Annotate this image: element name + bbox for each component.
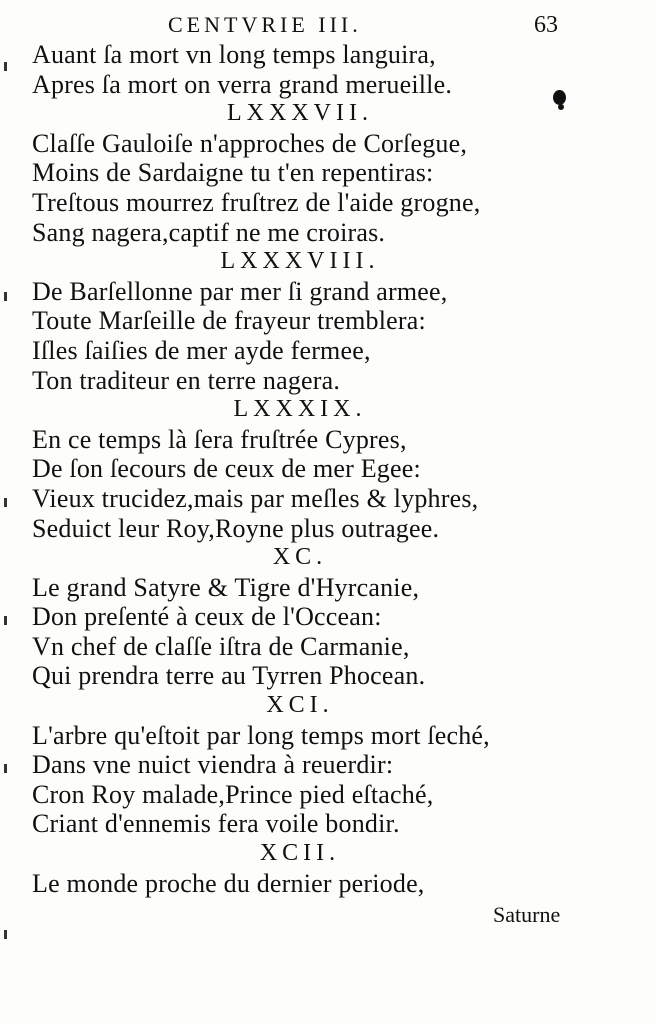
verse-line-row [0, 218, 657, 248]
quatrain-number: XCII. [259, 840, 341, 867]
verse-line-row [0, 721, 657, 751]
verse-line: En ce temps là ſera fruſtrée Cypres, [32, 424, 407, 454]
margin-mark [4, 62, 7, 71]
quatrain-number-row [0, 543, 657, 573]
verse-line: De Barſellonne par mer ſi grand armee, [32, 276, 448, 306]
ink-blot [558, 104, 564, 110]
quatrain-number-row [0, 395, 657, 425]
quatrain-number-row [0, 839, 657, 869]
margin-mark [4, 616, 7, 625]
verse-line-row [0, 869, 657, 899]
verse-line-row [0, 40, 657, 70]
quatrain-number: XC. [272, 544, 328, 571]
verse-line: Treſtous mourrez fruſtrez de l'aide grogne, [32, 187, 481, 217]
verse-line-row [0, 336, 657, 366]
verse-line: Iſles ſaiſies de mer ayde fermee, [32, 335, 371, 365]
verse-line: Le grand Satyre & Tigre d'Hyrcanie, [32, 572, 420, 602]
quatrain-number: LXXXVIII. [220, 248, 380, 275]
verse-line-row [0, 306, 657, 336]
verse-line: L'arbre qu'eſtoit par long temps mort ſeché, [32, 720, 490, 750]
catchword: Saturne [493, 902, 561, 927]
verse-line: Le monde proche du dernier periode, [32, 868, 425, 898]
verse-line-row [0, 809, 657, 839]
verse-line: Ton traditeur en terre nagera. [32, 365, 341, 395]
verse-line-row [0, 454, 657, 484]
verse-line-row [0, 188, 657, 218]
verse-line: Dans vne nuict viendra à reuerdir: [32, 750, 394, 780]
verse-line: Qui prendra terre au Tyrren Phocean. [32, 661, 426, 691]
verse-line-row [0, 366, 657, 396]
verse-line: Vieux trucidez,mais par meſles & lyphres, [32, 483, 479, 513]
verse-line: De ſon ſecours de ceux de mer Egee: [32, 454, 421, 484]
verse-line-row [0, 750, 657, 780]
margin-mark [4, 930, 7, 939]
verse-line-row [0, 425, 657, 455]
verse-line-row [0, 780, 657, 810]
verse-line: Toute Marſeille de frayeur tremblera: [32, 306, 426, 336]
verse-line: Apres ſa mort on verra grand merueille. [32, 69, 453, 99]
page-number: 63 [534, 12, 558, 38]
verse-line-row [0, 514, 657, 544]
verse-line: Claſſe Gauloiſe n'approches de Corſegue, [32, 128, 468, 158]
running-title: CENTVRIE III. [168, 12, 362, 37]
verse-line-row [0, 277, 657, 307]
verse-line-row [0, 661, 657, 691]
margin-mark [4, 292, 7, 301]
quatrain-number: LXXXVII. [227, 100, 373, 127]
verse-text-block [0, 40, 657, 898]
verse-line-row [0, 484, 657, 514]
verse-line: Criant d'ennemis fera voile bondir. [32, 809, 400, 839]
quatrain-number-row [0, 247, 657, 277]
verse-line-row [0, 602, 657, 632]
ink-blot [553, 90, 566, 105]
verse-line-row [0, 573, 657, 603]
verse-line-row [0, 632, 657, 662]
verse-line-row [0, 129, 657, 159]
verse-line: Vn chef de claſſe iſtra de Carmanie, [32, 631, 410, 661]
quatrain-number: XCI. [266, 692, 334, 719]
margin-mark [4, 764, 7, 773]
page-header [0, 12, 657, 40]
quatrain-number: LXXXIX. [233, 396, 367, 423]
verse-line: Don preſenté à ceux de l'Occean: [32, 602, 382, 632]
verse-line: Auant ſa mort vn long temps languira, [32, 40, 436, 69]
verse-line: Seduict leur Roy,Royne plus outragee. [32, 513, 440, 543]
quatrain-number-row [0, 691, 657, 721]
margin-mark [4, 498, 7, 507]
verse-line: Sang nagera,captif ne me croiras. [32, 217, 386, 247]
verse-line-row [0, 158, 657, 188]
verse-line: Cron Roy malade,Prince pied eſtaché, [32, 779, 434, 809]
verse-line: Moins de Sardaigne tu t'en repentiras: [32, 158, 434, 188]
